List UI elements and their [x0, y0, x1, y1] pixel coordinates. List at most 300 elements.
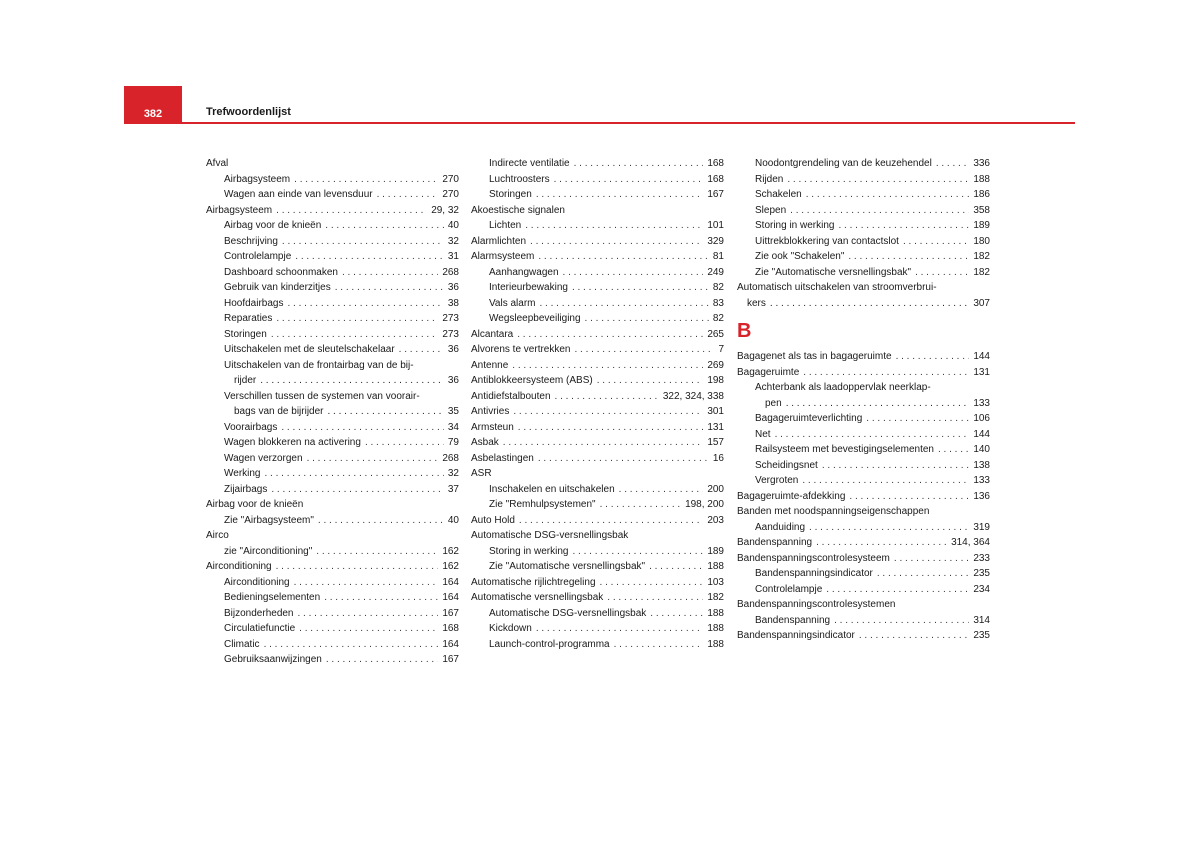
page-header — [124, 86, 1075, 124]
entry-label-cont-text: pen — [765, 397, 782, 409]
index-entry — [206, 203, 459, 219]
dot-leader — [826, 582, 969, 598]
dot-leader — [328, 404, 444, 420]
dot-leader — [555, 389, 659, 405]
dot-leader — [517, 327, 703, 343]
page-number-box — [124, 86, 182, 124]
index-subentry — [471, 280, 724, 296]
page-reference: 314, 364 — [951, 537, 990, 548]
page-reference: 336 — [973, 158, 990, 169]
index-subentry — [206, 606, 459, 622]
page-reference: 82 — [712, 282, 724, 293]
index-column-3 — [737, 156, 990, 644]
dot-leader — [775, 427, 970, 443]
entry-label: Alarmsysteem — [471, 251, 535, 262]
entry-label: Wegsleepbeveiliging — [489, 313, 581, 324]
dot-leader — [325, 218, 444, 234]
dot-leader — [614, 637, 704, 653]
index-subentry — [737, 203, 990, 219]
entry-label: Bagagenet als tas in bagageruimte — [737, 351, 892, 362]
dot-leader — [326, 652, 438, 668]
page-reference: 83 — [712, 297, 724, 309]
page-reference: 301 — [707, 406, 724, 417]
page-reference: 203 — [707, 514, 724, 526]
entry-label: Wagen verzorgen — [224, 452, 303, 464]
page-reference: 162 — [442, 545, 459, 557]
page-reference: 270 — [442, 189, 459, 200]
dot-leader — [834, 613, 969, 629]
page-reference: 40 — [447, 220, 459, 231]
entry-label: Airconditioning — [224, 576, 290, 588]
entry-label: Schakelen — [755, 189, 802, 200]
index-subentry — [737, 442, 990, 458]
entry-label: Reparaties — [224, 313, 273, 324]
page-reference: 273 — [442, 328, 459, 340]
dot-leader — [600, 497, 681, 513]
page-reference: 131 — [973, 366, 990, 378]
index-subentry — [471, 172, 724, 188]
entry-label: Aanduiding — [755, 521, 806, 533]
index-entry — [737, 628, 990, 644]
entry-label: Dashboard schoonmaken — [224, 266, 338, 278]
page-reference: 198 — [707, 375, 724, 386]
page-reference: 101 — [707, 220, 724, 231]
page-reference: 133 — [973, 475, 990, 486]
dot-leader — [866, 411, 969, 427]
entry-label: Rijden — [755, 173, 784, 185]
dot-leader — [377, 187, 439, 203]
index-subentry — [471, 187, 724, 203]
page-reference: 136 — [973, 490, 990, 502]
index-subentry — [737, 411, 990, 427]
entry-label: Storingen — [489, 189, 532, 200]
entry-label: Antivries — [471, 406, 510, 417]
entry-label: Luchtroosters — [489, 173, 550, 185]
index-subentry — [737, 156, 990, 172]
index-subentry — [737, 473, 990, 489]
page-reference: 307 — [973, 297, 990, 309]
dot-leader — [575, 342, 715, 358]
entry-label: Storing in werking — [755, 220, 835, 231]
entry-label: Zie "Automatische versnellingsbak" — [755, 266, 912, 278]
dot-leader — [295, 249, 444, 265]
dot-leader — [607, 590, 703, 606]
entry-label: Bijzonderheden — [224, 607, 294, 619]
dot-leader — [574, 156, 704, 172]
page-reference: 188 — [973, 173, 990, 185]
index-subentry — [206, 280, 459, 296]
dot-leader — [536, 621, 704, 637]
dot-leader — [619, 482, 704, 498]
page-reference: 7 — [718, 344, 724, 355]
page-reference: 182 — [707, 592, 724, 603]
entry-label: Asbak — [471, 437, 499, 448]
entry-label: Automatische DSG-versnellingsbak — [489, 607, 647, 619]
index-entry — [737, 535, 990, 551]
page-reference: 168 — [707, 158, 724, 169]
page-reference: 188 — [707, 607, 724, 619]
dot-leader — [790, 203, 969, 219]
index-entry — [471, 420, 724, 436]
dot-leader — [536, 187, 704, 203]
entry-label: Gebruiksaanwijzingen — [224, 654, 322, 665]
dot-leader — [538, 451, 709, 467]
entry-label: Vergroten — [755, 475, 799, 486]
index-entry — [737, 489, 990, 505]
entry-label: Interieurbewaking — [489, 282, 568, 293]
entry-label: Automatische rijlichtregeling — [471, 576, 596, 588]
index-heading: Automatische DSG-versnellingsbak — [471, 530, 629, 541]
page-reference: 200 — [707, 483, 724, 495]
dot-leader — [896, 349, 970, 365]
page-reference: 188 — [707, 561, 724, 572]
page-reference: 164 — [442, 576, 459, 588]
entry-label-cont-text: kers — [747, 297, 766, 309]
index-entry — [471, 451, 724, 467]
page-reference: 103 — [707, 576, 724, 588]
index-subentry — [206, 327, 459, 343]
entry-label: Bandenspanning — [755, 614, 831, 626]
dot-leader — [915, 265, 969, 281]
index-entry — [737, 365, 990, 381]
index-subentry — [471, 544, 724, 560]
page-reference: 167 — [442, 654, 459, 665]
index-subentry — [206, 265, 459, 281]
page-reference: 189 — [973, 220, 990, 231]
page-reference: 133 — [973, 397, 990, 409]
entry-label: Bandenspanning — [737, 537, 813, 548]
page-reference: 235 — [973, 568, 990, 579]
entry-label: zie "Airconditioning" — [224, 545, 313, 557]
index-column-2 — [471, 156, 724, 652]
dot-leader — [572, 544, 703, 560]
entry-label: Bandenspanningsindicator — [737, 630, 855, 641]
entry-label: Climatic — [224, 638, 260, 650]
dot-leader — [649, 559, 703, 575]
index-entry — [471, 358, 724, 374]
entry-label-continued — [224, 373, 459, 389]
entry-label: Kickdown — [489, 623, 532, 634]
dot-leader — [518, 420, 704, 436]
page-reference: 314 — [973, 614, 990, 626]
page-reference: 131 — [707, 421, 724, 433]
page-reference: 31 — [447, 251, 459, 262]
page-reference: 269 — [707, 359, 724, 371]
entry-label: Zie "Automatische versnellingsbak" — [489, 561, 646, 572]
entry-label: Bagageruimte-afdekking — [737, 490, 846, 502]
index-entry — [471, 513, 724, 529]
dot-leader — [600, 575, 704, 591]
page-reference: 180 — [973, 235, 990, 247]
page-reference: 164 — [442, 638, 459, 650]
index-entry — [471, 435, 724, 451]
page-title: Trefwoordenlijst — [206, 106, 291, 118]
index-heading: Akoestische signalen — [471, 204, 565, 216]
index-subentry — [737, 249, 990, 265]
index-subentry — [471, 621, 724, 637]
index-subentry — [206, 342, 459, 358]
dot-leader — [770, 296, 969, 312]
dot-leader — [809, 520, 969, 536]
entry-label: Alcantara — [471, 328, 514, 340]
page-reference: 188 — [707, 638, 724, 650]
dot-leader — [597, 373, 704, 389]
index-subentry — [206, 218, 459, 234]
entry-label: Airbagsysteem — [206, 204, 273, 216]
index-subentry — [206, 389, 459, 420]
entry-label: Alarmlichten — [471, 235, 527, 247]
index-entry — [737, 551, 990, 567]
entry-label-cont-text: rijder — [234, 375, 257, 386]
dot-leader — [271, 482, 444, 498]
index-entry — [471, 373, 724, 389]
page-reference: 162 — [442, 561, 459, 572]
entry-label: Launch-control-programma — [489, 638, 610, 650]
dot-leader — [563, 265, 704, 281]
dot-leader — [802, 473, 969, 489]
dot-leader — [503, 435, 704, 451]
page-reference: 29, 32 — [431, 204, 459, 216]
entry-label: Bagageruimteverlichting — [755, 413, 863, 424]
section-letter-b: B — [737, 320, 752, 342]
page-reference: 322, 324, 338 — [662, 390, 724, 402]
index-subentry — [206, 420, 459, 436]
entry-label: Airconditioning — [206, 561, 272, 572]
entry-label: Bedieningselementen — [224, 592, 321, 603]
dot-leader — [786, 396, 970, 412]
page-reference: 138 — [973, 459, 990, 471]
entry-label: Indirecte ventilatie — [489, 158, 570, 169]
dot-leader — [265, 466, 444, 482]
header-rule — [124, 122, 1075, 124]
index-column-1 — [206, 156, 459, 668]
index-subentry — [737, 582, 990, 598]
entry-label: Zie "Remhulpsystemen" — [489, 499, 596, 510]
index-subentry — [206, 249, 459, 265]
entry-label: Uitschakelen met de sleutelschakelaar — [224, 344, 395, 355]
entry-label: Achterbank als laadoppervlak neerklap- — [755, 382, 931, 393]
index-heading: Afval — [206, 158, 229, 169]
index-subentry — [471, 559, 724, 575]
index-heading: ASR — [471, 468, 492, 479]
entry-label: Auto Hold — [471, 514, 515, 526]
entry-label: Automatische versnellingsbak — [471, 592, 604, 603]
page-reference: 270 — [442, 173, 459, 185]
entry-label: Zie "Airbagsysteem" — [224, 514, 314, 526]
entry-label: Airbagsysteem — [224, 173, 291, 185]
dot-leader — [822, 458, 969, 474]
index-subentry — [206, 590, 459, 606]
dot-leader — [294, 172, 438, 188]
entry-label-cont-text: bags van de bijrijder — [234, 406, 324, 417]
index-entry — [471, 342, 724, 358]
dot-leader — [894, 551, 969, 567]
index-subentry — [737, 520, 990, 536]
entry-label: Voorairbags — [224, 421, 278, 433]
entry-label: Verschillen tussen de systemen van voorair- — [224, 390, 420, 402]
index-entry — [471, 389, 724, 405]
entry-label-continued — [755, 396, 990, 412]
page-reference: 319 — [973, 521, 990, 533]
page-reference: 32 — [447, 235, 459, 247]
entry-label: Wagen aan einde van levensduur — [224, 189, 373, 200]
index-heading: Airbag voor de knieën — [206, 499, 304, 510]
entry-label: Uittrekblokkering van contactslot — [755, 235, 899, 247]
index-entry — [737, 280, 990, 311]
entry-label: Inschakelen en uitschakelen — [489, 483, 615, 495]
index-heading: Bandenspanningscontrolesystemen — [737, 599, 896, 610]
dot-leader — [399, 342, 444, 358]
dot-leader — [650, 606, 703, 622]
page-reference: 82 — [712, 313, 724, 324]
page-reference: 167 — [707, 189, 724, 200]
entry-label: Controlelampje — [755, 583, 823, 595]
index-subentry — [206, 296, 459, 312]
dot-leader — [307, 451, 439, 467]
dot-leader — [903, 234, 969, 250]
index-subentry — [737, 234, 990, 250]
page-reference: 36 — [447, 282, 459, 293]
entry-label: Zijairbags — [224, 483, 268, 495]
index-subentry — [206, 513, 459, 529]
dot-leader — [572, 280, 709, 296]
dot-leader — [848, 249, 969, 265]
dot-leader — [260, 373, 444, 389]
entry-label-continued — [737, 296, 990, 312]
dot-leader — [294, 575, 439, 591]
index-entry — [471, 327, 724, 343]
dot-leader — [287, 296, 443, 312]
entry-label: Bandenspanningsindicator — [755, 568, 873, 579]
entry-label: Antidiefstalbouten — [471, 390, 551, 402]
index-entry — [471, 404, 724, 420]
entry-label: Circulatiefunctie — [224, 623, 296, 634]
page-reference: 235 — [973, 630, 990, 641]
entry-label: Alvorens te vertrekken — [471, 344, 571, 355]
dot-leader — [512, 358, 703, 374]
dot-leader — [530, 234, 703, 250]
page-reference: 144 — [973, 351, 990, 362]
entry-label: Lichten — [489, 220, 522, 231]
entry-label: Bagageruimte — [737, 366, 800, 378]
page-reference: 198, 200 — [685, 499, 724, 510]
index-subentry — [206, 544, 459, 560]
index-subentry — [737, 218, 990, 234]
page-reference: 268 — [442, 266, 459, 278]
index-heading: Banden met noodspanningseigenschappen — [737, 506, 930, 517]
dot-leader — [365, 435, 444, 451]
page-reference: 106 — [973, 413, 990, 424]
index-subentry — [206, 311, 459, 327]
page-reference: 40 — [447, 514, 459, 526]
page-number: 382 — [143, 108, 163, 120]
entry-label: Slepen — [755, 204, 787, 216]
page-reference: 144 — [973, 428, 990, 440]
index-subentry — [737, 172, 990, 188]
index-subentry — [471, 265, 724, 281]
dot-leader — [519, 513, 703, 529]
page-reference: 273 — [442, 313, 459, 324]
index-entry — [471, 575, 724, 591]
entry-label-continued — [224, 404, 459, 420]
index-subentry — [471, 497, 724, 513]
dot-leader — [859, 628, 969, 644]
index-subentry — [206, 451, 459, 467]
dot-leader — [276, 559, 439, 575]
index-subentry — [471, 156, 724, 172]
page-reference: 168 — [707, 173, 724, 185]
page-reference: 32 — [447, 468, 459, 479]
page-reference: 182 — [973, 266, 990, 278]
entry-label: Airbag voor de knieën — [224, 220, 322, 231]
index-subentry — [737, 187, 990, 203]
index-entry — [471, 234, 724, 250]
index-subentry — [471, 311, 724, 327]
dot-leader — [838, 218, 969, 234]
entry-label: Storing in werking — [489, 545, 569, 557]
index-subentry — [206, 466, 459, 482]
entry-label: Uitschakelen van de frontairbag van de bij- — [224, 359, 414, 371]
index-subentry — [471, 296, 724, 312]
dot-leader — [938, 442, 969, 458]
dot-leader — [554, 172, 704, 188]
entry-label: Gebruik van kinderzitjes — [224, 282, 331, 293]
entry-label: Vals alarm — [489, 297, 536, 309]
dot-leader — [525, 218, 703, 234]
dot-leader — [318, 513, 444, 529]
page-reference: 189 — [707, 545, 724, 557]
page-reference: 164 — [442, 592, 459, 603]
dot-leader — [281, 420, 444, 436]
entry-label: Antenne — [471, 359, 509, 371]
index-subentry — [206, 172, 459, 188]
page-reference: 36 — [447, 344, 459, 355]
page-reference: 249 — [707, 266, 724, 278]
entry-label: Bandenspanningscontrolesysteem — [737, 552, 890, 564]
entry-label: Werking — [224, 468, 261, 479]
index-subentry — [737, 613, 990, 629]
page-reference: 38 — [447, 297, 459, 309]
entry-label: Beschrijving — [224, 235, 278, 247]
index-subentry — [737, 458, 990, 474]
page-reference: 140 — [973, 444, 990, 455]
index-heading: Airco — [206, 530, 229, 541]
index-subentry — [737, 566, 990, 582]
page-reference: 167 — [442, 607, 459, 619]
entry-label: Zie ook "Schakelen" — [755, 251, 845, 262]
dot-leader — [540, 296, 709, 312]
entry-label: Noodontgrendeling van de keuzehendel — [755, 158, 932, 169]
page-reference: 182 — [973, 251, 990, 262]
page-reference: 157 — [707, 437, 724, 448]
index-subentry — [737, 380, 990, 411]
index-subentry — [471, 606, 724, 622]
dot-leader — [276, 203, 427, 219]
dot-leader — [276, 311, 438, 327]
page-reference: 358 — [973, 204, 990, 216]
index-subentry — [471, 482, 724, 498]
index-subentry — [471, 637, 724, 653]
page-reference: 36 — [447, 375, 459, 386]
index-subentry — [206, 621, 459, 637]
index-subentry — [206, 482, 459, 498]
page-reference: 233 — [973, 552, 990, 564]
entry-label: Asbelastingen — [471, 452, 534, 464]
page-reference: 37 — [447, 483, 459, 495]
index-subentry — [206, 435, 459, 451]
index-subentry — [206, 187, 459, 203]
entry-label: Aanhangwagen — [489, 266, 559, 278]
